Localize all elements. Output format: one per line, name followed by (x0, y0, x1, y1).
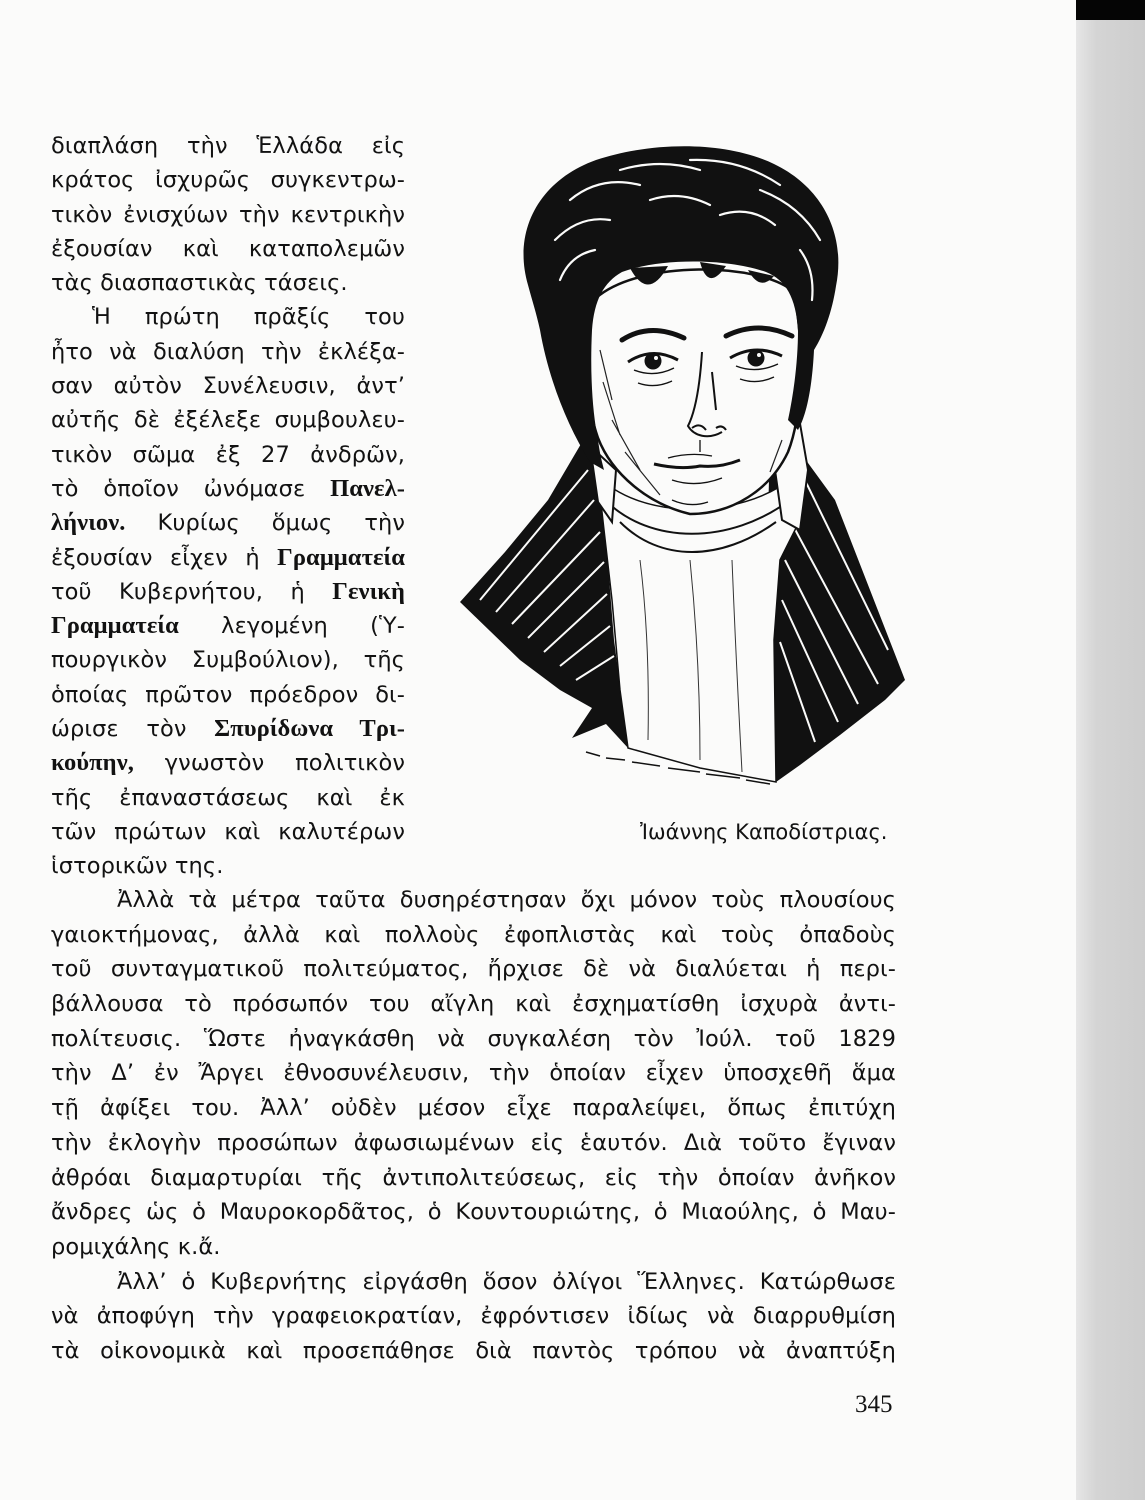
text-line (51, 575, 405, 609)
text-line (51, 541, 405, 575)
text-line: ἦτο νὰ διαλύση τὴν ἐκλέξα- (51, 338, 405, 365)
text-line: τὰ οἰκονομικὰ καὶ προσεπάθησε διὰ παντὸς τρόπου νὰ ἀναπτύξη (51, 1337, 896, 1364)
bold-term: λήνιον. (51, 509, 126, 537)
text-run: γνωστὸν πολιτικὸν (133, 750, 405, 777)
text-line (51, 746, 405, 780)
bold-term: Γραμματεία (277, 543, 405, 571)
text-run: ἐξουσίαν εἶχεν ἡ (51, 544, 278, 571)
text-line (51, 472, 405, 506)
paragraph-start-line: Ἀλλὰ τὰ μέτρα ταῦτα δυσηρέστησαν ὄχι μόνον τοὺς πλουσίους (117, 887, 896, 913)
bold-term: Γενικὴ (332, 577, 405, 605)
text-line: τὴν Δ’ ἐν Ἄργει ἐθνοσυνέλευσιν, τὴν ὁποίαν εἶχεν ὑποσχεθῆ ἅμα (51, 1060, 896, 1087)
text-line: πολίτευσις. Ὥστε ἠναγκάσθη νὰ συγκαλέση τὸν Ἰούλ. τοῦ 1829 (51, 1025, 896, 1052)
bold-term: Σπυρίδωνα Τρι- (214, 715, 405, 743)
text-run: τὸ ὁποῖον ὠνόμασε (51, 475, 331, 502)
text-line: κράτος ἰσχυρῶς συγκεντρω- (51, 167, 405, 194)
text-line: τὰς διασπαστικὰς τάσεις. (51, 270, 348, 297)
text-run: ώρισε τὸν (51, 716, 215, 743)
bold-term: κούπην, (51, 749, 134, 777)
scan-page-edge (1076, 0, 1145, 1500)
text-line: ρομιχάλης κ.ἄ. (51, 1233, 221, 1260)
face-outline (586, 269, 800, 514)
text-line: ἄνδρες ὡς ὁ Μαυροκορδᾶτος, ὁ Κουντουριώτης, ὁ Μιαούλης, ὁ Μαυ- (51, 1199, 896, 1226)
text-line: τῶν πρώτων καὶ καλυτέρων (51, 818, 405, 845)
text-line: ὁποίας πρῶτον πρόεδρον δι- (51, 681, 405, 708)
scan-corner-shadow (1076, 0, 1145, 20)
left-text-column (51, 129, 405, 884)
text-run: λεγομένη (Ὑ- (178, 613, 405, 640)
text-line: σαν αὐτὸν Συνέλευσιν, ἀντ’ (51, 373, 405, 400)
text-line: τῆς ἐπαναστάσεως καὶ ἐκ (51, 784, 405, 811)
text-line: βάλλουσα τὸ πρόσωπόν του αἴγλη καὶ ἐσχηματίσθη ἰσχυρὰ ἀντι- (51, 991, 896, 1018)
text-line: αὐτῆς δὲ ἐξέλεξε συμβουλευ- (51, 407, 405, 434)
bold-term: Γραμματεία (51, 612, 179, 640)
text-line (51, 609, 405, 643)
page-number: 345 (855, 1391, 893, 1418)
text-line: γαιοκτήμονας, ἀλλὰ καὶ πολλοὺς ἐφοπλιστὰς καὶ τοὺς ὀπαδοὺς (51, 921, 896, 948)
text-line: πουργικὸν Συμβούλιον), τῆς (51, 647, 405, 674)
text-line: τοῦ συνταγματικοῦ πολιτεύματος, ἤρχισε δὲ νὰ διαλύεται ἡ περι- (51, 956, 896, 983)
text-line: νὰ ἀποφύγη τὴν γραφειοκρατίαν, ἐφρόντισεν ἰδίως νὰ διαρρυθμίση (51, 1303, 896, 1330)
portrait-illustration (450, 140, 910, 800)
paragraph-start-line: Ἀλλ’ ὁ Κυβερνήτης εἰργάσθη ὅσον ὀλίγοι Ἕλληνες. Κατώρθωσε (117, 1268, 896, 1295)
portrait-caption: Ἰωάννης Καποδίστριας. (640, 820, 888, 844)
text-line: τικὸν σῶμα ἐξ 27 ἀνδρῶν, (51, 441, 405, 468)
text-line: ἱστορικῶν της. (51, 853, 224, 880)
shirt-front (598, 476, 800, 782)
text-line: ἀθρόαι διαμαρτυρίαι τῆς ἀντιπολιτεύσεως, εἰς τὴν ὁποίαν ἀνῆκον (51, 1164, 896, 1191)
text-run: τοῦ Κυβερνήτου, ἡ (51, 578, 333, 605)
text-line (51, 506, 405, 540)
full-width-text (51, 883, 896, 1369)
paragraph-start-line: Ἡ πρώτη πρᾶξίς του (92, 304, 405, 331)
text-run: Κυρίως ὅμως τὴν (125, 510, 405, 537)
text-line: τὴν ἐκλογὴν προσώπων ἀφωσιωμένων εἰς ἑαυτόν. Διὰ τοῦτο ἔγιναν (51, 1129, 896, 1156)
text-line (51, 712, 405, 746)
text-line: διαπλάση τὴν Ἑλλάδα εἰς (51, 133, 405, 159)
text-line: ἐξουσίαν καὶ καταπολεμῶν (51, 235, 405, 262)
text-line: τῇ ἀφίξει του. Ἀλλ’ οὐδὲν μέσον εἶχε παραλείψει, ὅπως ἐπιτύχη (51, 1095, 896, 1122)
text-line: τικὸν ἐνισχύων τὴν κεντρικὴν (51, 201, 405, 228)
bold-term: Πανελ- (330, 474, 405, 502)
